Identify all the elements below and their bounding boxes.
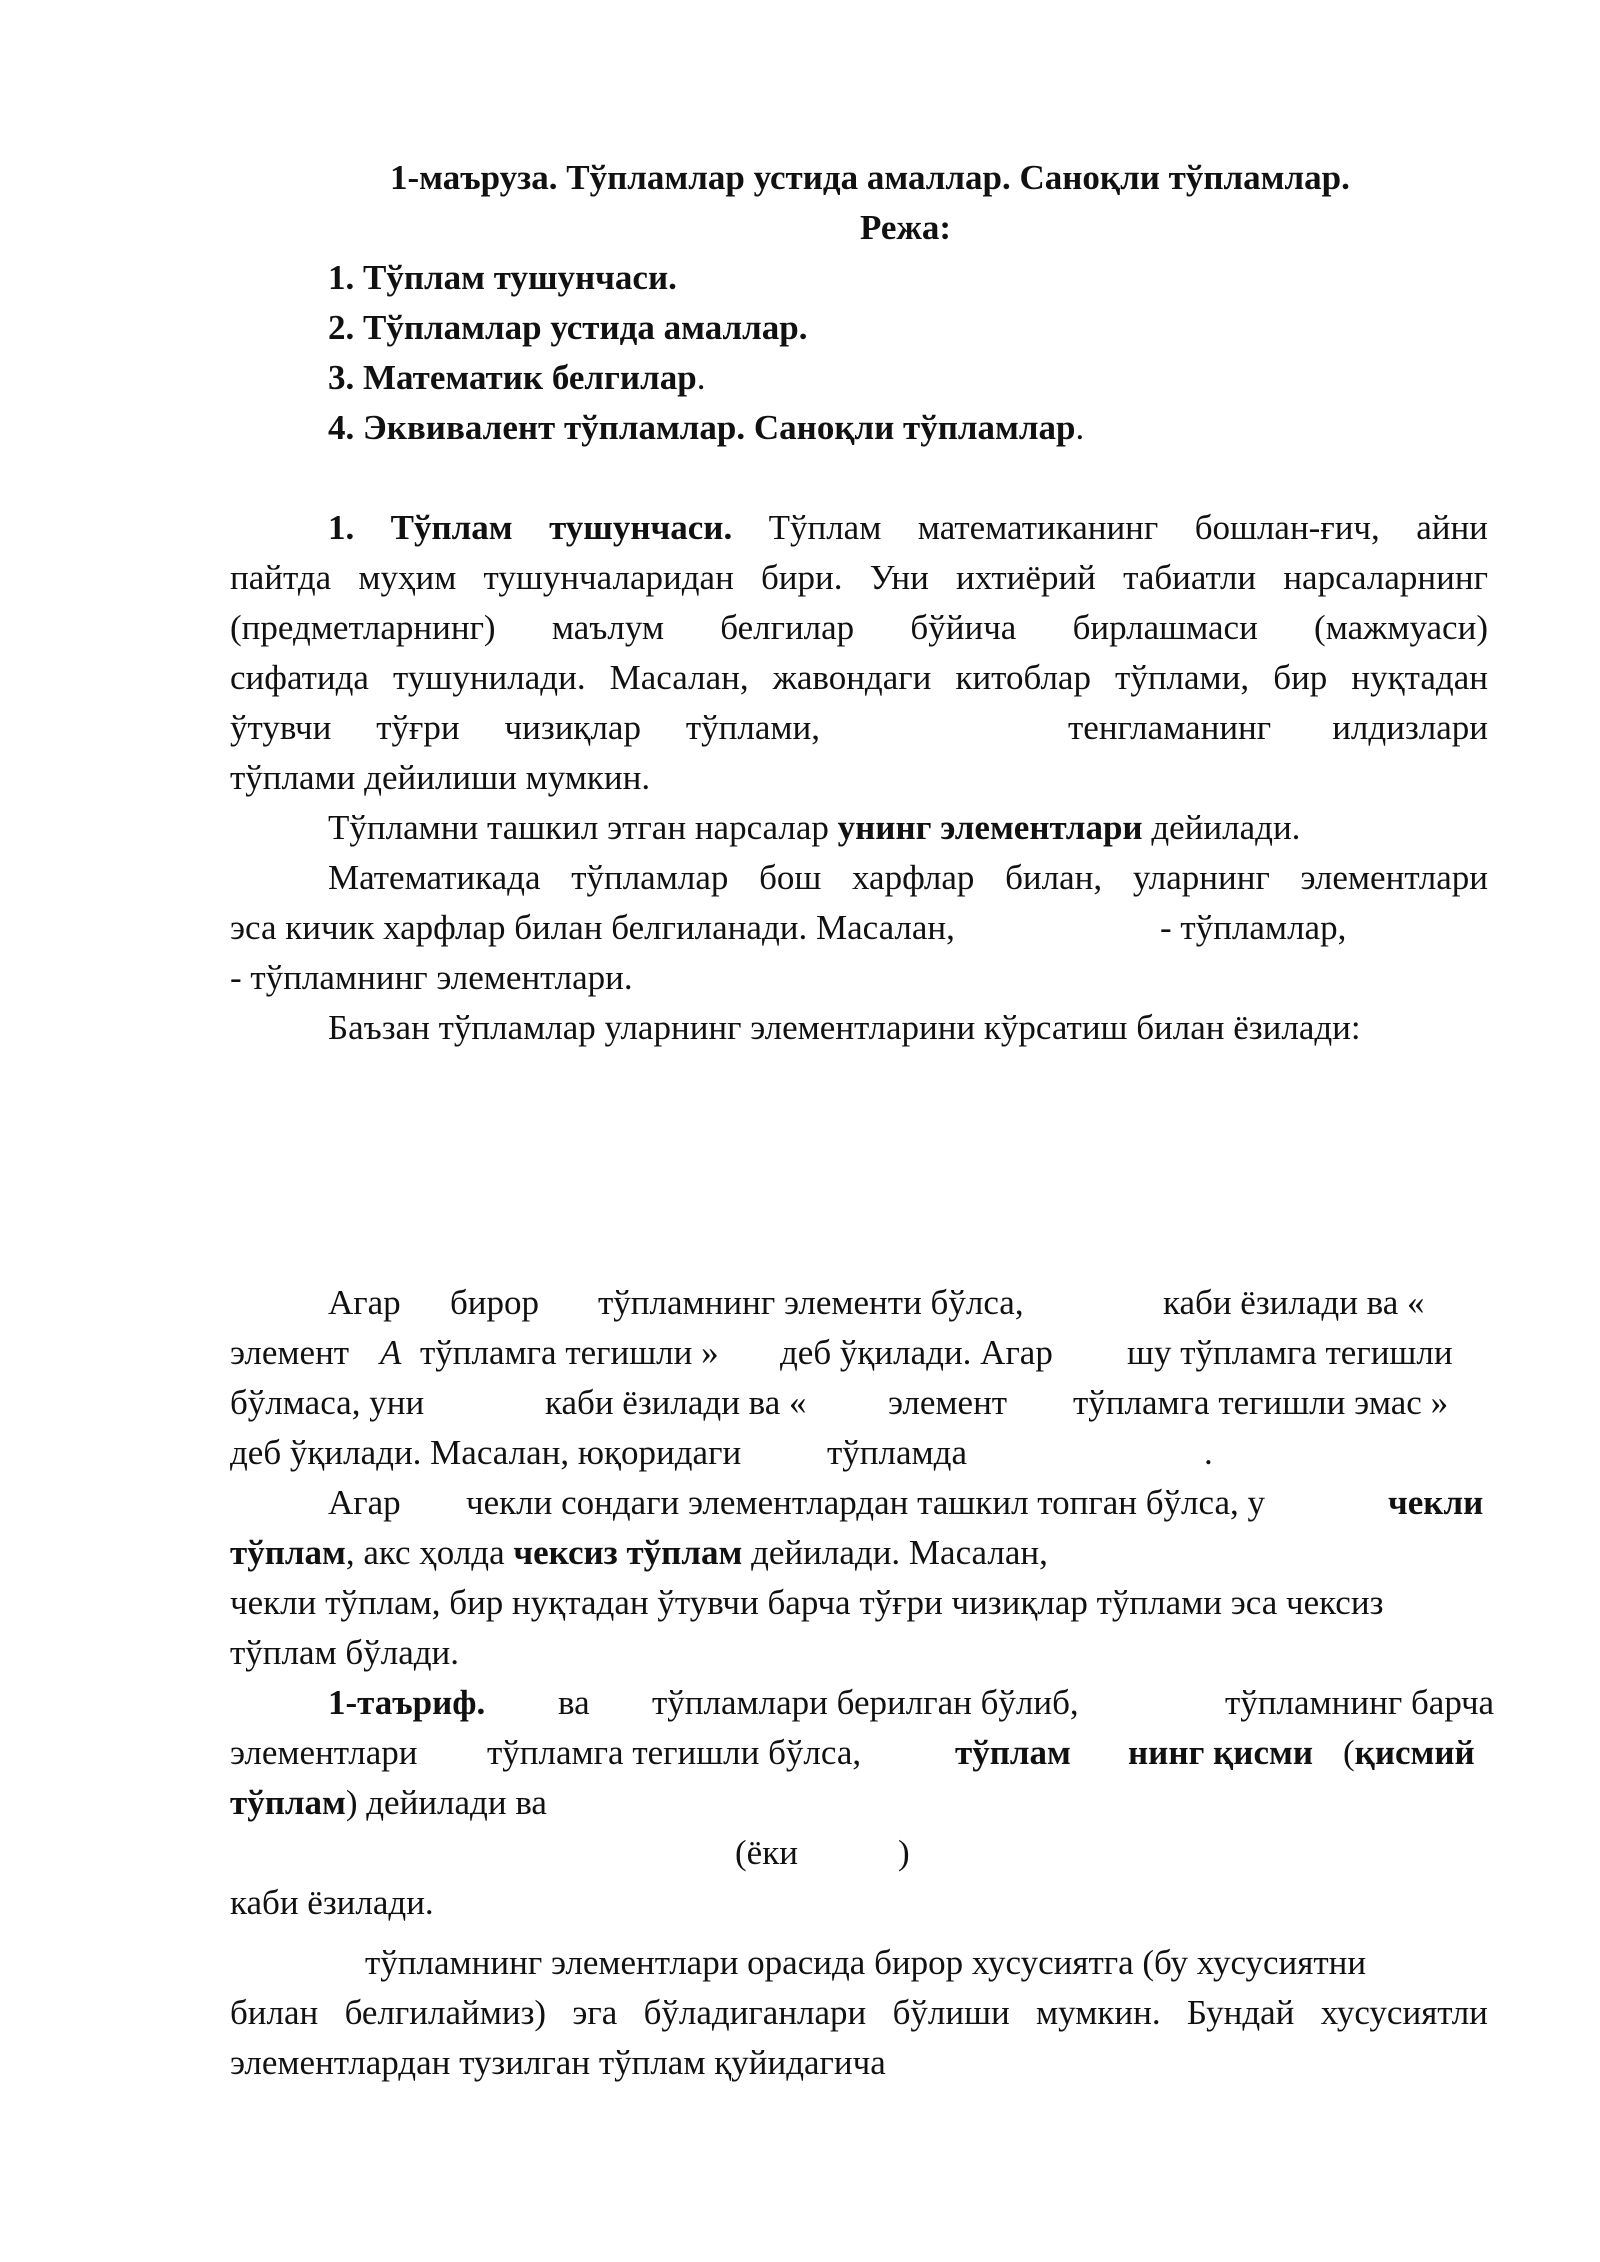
p5-c4: тўпламга тегишли эмас »	[1073, 1383, 1449, 1422]
word: харфлар	[852, 858, 975, 897]
word: бўладиганлари	[643, 1993, 867, 2032]
word: Математикада	[328, 858, 541, 897]
sec1-line-4	[230, 653, 1488, 703]
word: бош	[759, 858, 822, 897]
plan-item-4-text: 4. Эквивалент тўпламлар. Саноқли тўпламлар	[328, 408, 1076, 447]
word: элементлари	[1300, 858, 1488, 897]
p5-c1: бўлмаса, уни	[230, 1383, 425, 1422]
sec1-lead2: Тўплам	[390, 508, 513, 547]
word: нарсаларнинг	[1283, 558, 1488, 597]
p5-a4: каби ёзилади ва «	[1163, 1283, 1425, 1322]
p7-line-1: тўпламнинг элементлари орасида бирор хусусиятга (бу хусусиятни	[365, 1943, 1367, 1982]
sec1-lead3: тушунчаси.	[549, 508, 733, 547]
def1-b5-group	[1343, 1728, 1475, 1778]
word: (мажмуаси)	[1314, 608, 1488, 647]
word: бири.	[760, 558, 843, 597]
p5-b5: шу тўпламга тегишли	[1127, 1333, 1453, 1372]
def1-d: (ёки	[735, 1833, 798, 1872]
word: математиканинг	[917, 508, 1159, 547]
p6-a2: чекли сондаги элементлардан ташкил топган бўлса, у	[466, 1483, 1265, 1522]
word: чизиқлар	[504, 708, 641, 747]
p6-b3: чексиз тўплам	[513, 1533, 743, 1572]
p6-a1: Агар	[328, 1483, 401, 1522]
def1-d-close: )	[898, 1833, 910, 1872]
plan-item-2: 2. Тўпламлар устида амаллар.	[328, 308, 808, 347]
word: ўтувчи	[230, 708, 332, 747]
def1-line-3	[230, 1778, 547, 1828]
p6-b4: дейилади. Масалан,	[751, 1533, 1048, 1572]
p3-line-3: - тўпламнинг элементлари.	[230, 958, 633, 997]
word: китоблар	[955, 658, 1091, 697]
word: тенгламанинг	[1068, 708, 1272, 747]
sec1-line-5b	[1068, 703, 1488, 753]
sec1-line-5a	[230, 703, 820, 753]
word: ихтиёрий	[956, 558, 1096, 597]
p6-line-2	[230, 1528, 1048, 1578]
plan-item-3	[328, 353, 705, 403]
word: хусусиятли	[1320, 1993, 1488, 2032]
word: Уни	[869, 558, 929, 597]
p3-line-1	[328, 853, 1488, 903]
word: тўплами,	[1115, 658, 1250, 697]
word: Бундай	[1186, 1993, 1295, 2032]
def1-a2: ва	[558, 1683, 590, 1722]
p2-c: дейилади.	[1151, 808, 1301, 847]
word: билан,	[1005, 858, 1103, 897]
word: табиатли	[1123, 558, 1257, 597]
word: тўғри	[376, 708, 460, 747]
word: бирлашмаси	[1072, 608, 1258, 647]
sec1-line-2	[230, 553, 1488, 603]
word: белгилар	[720, 608, 855, 647]
word: нуқтадан	[1351, 658, 1488, 697]
word: белгилаймиз)	[344, 1993, 547, 2032]
paragraph-listing: Баъзан тўпламлар уларнинг элементларини кўрсатиш билан ёзилади:	[328, 1008, 1361, 1047]
word: тушунчаларидан	[483, 558, 734, 597]
plan-item-4	[328, 403, 1084, 453]
word: Масалан,	[609, 658, 749, 697]
p5-c2: каби ёзилади ва «	[545, 1383, 807, 1422]
p5-c3: элемент	[888, 1383, 1008, 1422]
word: эга	[572, 1993, 618, 2032]
p3-line-2b: - тўпламлар,	[1160, 908, 1347, 947]
p6-a3: чекли	[1388, 1483, 1484, 1522]
word: пайтда	[230, 558, 332, 597]
p6-line-4: тўплам бўлади.	[230, 1633, 460, 1672]
p3-line-2a: эса кичик харфлар билан белгиланади. Масалан,	[230, 908, 955, 947]
p5-b4: деб ўқилади. Агар	[780, 1333, 1053, 1372]
word: сифатида	[230, 658, 369, 697]
p2-a: Тўпламни ташкил этган нарсалар	[328, 808, 829, 847]
p5-b2: A	[380, 1333, 402, 1372]
lecture-title: 1-маъруза. Тўпламлар устида амаллар. Саноқли тўпламлар.	[390, 158, 1350, 197]
word: (предметларнинг)	[230, 608, 496, 647]
word: Тўплам	[768, 508, 882, 547]
word: маълум	[551, 608, 665, 647]
def1-a3: тўпламлари берилган бўлиб,	[652, 1683, 1079, 1722]
def1-b2: тўпламга тегишли бўлса,	[487, 1733, 862, 1772]
plan-heading: Режа:	[860, 208, 951, 247]
p2-b: унинг элементлари	[837, 808, 1143, 847]
word: билан	[230, 1993, 319, 2032]
word: бошлан-ғич,	[1194, 508, 1380, 547]
paragraph-elements	[328, 803, 1300, 853]
p7-line-3: элементлардан тузилган тўплам қуйидагича	[230, 2043, 886, 2082]
p6-line-3: чекли тўплам, бир нуқтадан ўтувчи барча тўғри чизиқлар тўплами эса чексиз	[230, 1583, 1384, 1622]
def1-b4: нинг қисми	[1128, 1733, 1314, 1772]
sec1-lead: 1.	[328, 508, 355, 547]
p6-b1: тўплам	[230, 1533, 346, 1572]
def1-e: каби ёзилади.	[230, 1883, 434, 1922]
p5-a3: тўпламнинг элементи бўлса,	[598, 1283, 1024, 1322]
plan-item-1: 1. Тўплам тушунчаси.	[328, 258, 677, 297]
plan-item-3-dot: .	[696, 358, 706, 397]
p5-d2: тўпламда	[827, 1433, 968, 1472]
plan-item-3-text: 3. Математик белгилар	[328, 358, 697, 397]
def1-c2: ) дейилади ва	[345, 1783, 547, 1822]
def1-b5: қисмий	[1354, 1733, 1475, 1772]
word: муҳим	[358, 558, 457, 597]
word: мумкин.	[1036, 1993, 1161, 2032]
p6-b2: , акс ҳолда	[345, 1533, 505, 1572]
word: бўйича	[910, 608, 1017, 647]
def1-a4: тўпламнинг барча	[1225, 1683, 1495, 1722]
def1-c1: тўплам	[230, 1783, 346, 1822]
def1-open-paren: (	[1343, 1733, 1355, 1772]
word: тўпламлар	[571, 858, 729, 897]
sec1-line-6: тўплами дейилиши мумкин.	[230, 758, 651, 797]
word: бир	[1273, 658, 1328, 697]
def1-b1: элементлари	[230, 1733, 418, 1772]
sec1-line-1	[328, 503, 1488, 553]
def1-label: 1-таъриф.	[328, 1683, 486, 1722]
word: уларнинг	[1132, 858, 1270, 897]
word: илдизлари	[1332, 708, 1488, 747]
word: тушунилади.	[393, 658, 586, 697]
p7-line-2	[230, 1988, 1488, 2038]
word: бўлиши	[892, 1993, 1010, 2032]
p5-a2: бирор	[450, 1283, 540, 1322]
p5-d3: .	[1204, 1433, 1213, 1472]
p5-a1: Агар	[328, 1283, 401, 1322]
p5-b1: элемент	[230, 1333, 350, 1372]
p5-d1: деб ўқилади. Масалан, юқоридаги	[230, 1433, 742, 1472]
plan-item-4-dot: .	[1075, 408, 1085, 447]
p5-b3: тўпламга тегишли »	[420, 1333, 719, 1372]
sec1-line-3	[230, 603, 1488, 653]
word: тўплами,	[685, 708, 820, 747]
word: жавондаги	[772, 658, 932, 697]
word: айни	[1416, 508, 1488, 547]
def1-b3: тўплам	[955, 1733, 1071, 1772]
